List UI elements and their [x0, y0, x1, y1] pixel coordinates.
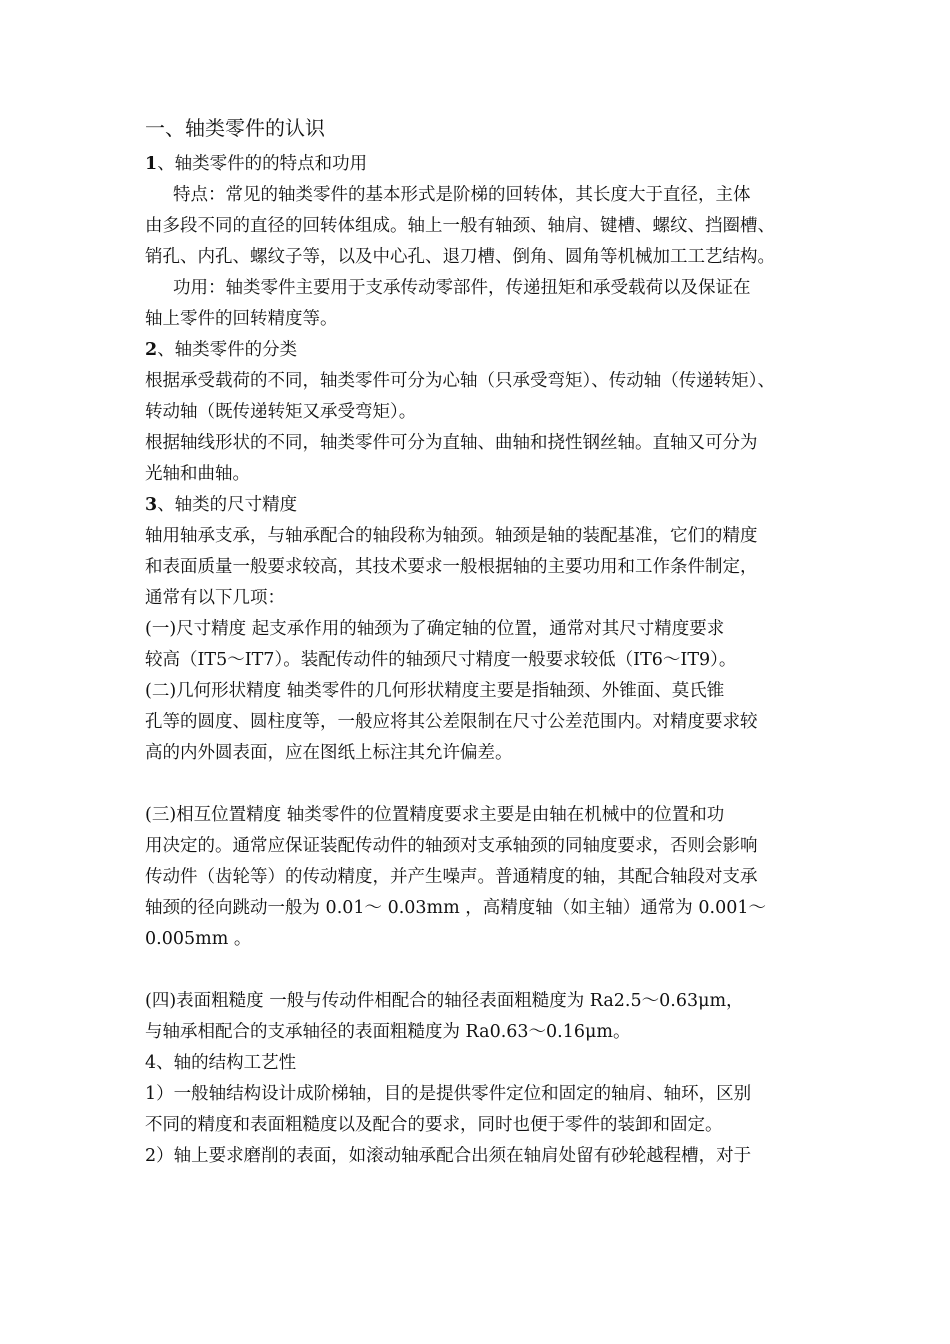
paragraph-line: 高的内外圆表面，应在图纸上标注其允许偏差。	[145, 743, 513, 763]
paragraph-line: 不同的精度和表面粗糙度以及配合的要求，同时也便于零件的装卸和固定。	[145, 1115, 723, 1135]
paragraph-line: 1）一般轴结构设计成阶梯轴，目的是提供零件定位和固定的轴肩、轴环，区别	[145, 1084, 752, 1104]
section-heading: 4、轴的结构工艺性	[145, 1053, 297, 1073]
blank-line	[145, 955, 810, 986]
section-heading	[145, 335, 810, 366]
paragraph-line: 轴颈的径向跳动一般为 0.01～ 0.03mm ，高精度轴（如主轴）通常为 0.001～	[145, 898, 766, 918]
paragraph-line: 根据轴线形状的不同，轴类零件可分为直轴、曲轴和挠性钢丝轴。直轴又可分为	[145, 433, 758, 453]
paragraph-line: 较高（IT5～IT7）。装配传动件的轴颈尺寸精度一般要求较低（IT6～IT9）。	[145, 650, 737, 670]
paragraph-line: 0.005mm 。	[145, 929, 252, 949]
section-heading	[145, 149, 810, 180]
paragraph-line: 功用：轴类零件主要用于支承传动零部件，传递扭矩和承受载荷以及保证在	[173, 278, 751, 298]
paragraph-line: 孔等的圆度、圆柱度等，一般应将其公差限制在尺寸公差范围内。对精度要求较	[145, 712, 758, 732]
paragraph-line: 传动件（齿轮等）的传动精度，并产生噪声。普通精度的轴，其配合轴段对支承	[145, 867, 758, 887]
section-heading-text: 、轴类零件的分类	[157, 340, 298, 360]
paragraph-line: 和表面质量一般要求较高，其技术要求一般根据轴的主要功用和工作条件制定，	[145, 557, 758, 577]
document-page	[145, 113, 810, 1172]
paragraph-line: (四)表面粗糙度 一般与传动件相配合的轴径表面粗糙度为 Ra2.5～0.63μm，	[145, 991, 744, 1011]
paragraph-line: 光轴和曲轴。	[145, 464, 250, 484]
paragraph-line: 轴用轴承支承，与轴承配合的轴段称为轴颈。轴颈是轴的装配基准，它们的精度	[145, 526, 758, 546]
paragraph-line: 由多段不同的直径的回转体组成。轴上一般有轴颈、轴肩、键槽、螺纹、挡圈槽、	[145, 216, 775, 236]
section-number: 3	[145, 495, 158, 515]
section-number: 1	[145, 154, 158, 174]
blank-line	[145, 769, 810, 800]
paragraph-line: 用决定的。通常应保证装配传动件的轴颈对支承轴颈的同轴度要求，否则会影响	[145, 836, 758, 856]
section-heading	[145, 490, 810, 521]
paragraph-line: 转动轴（既传递转矩又承受弯矩）。	[145, 402, 417, 422]
paragraph-line: 与轴承相配合的支承轴径的表面粗糙度为 Ra0.63～0.16μm。	[145, 1022, 631, 1042]
paragraph-line: (三)相互位置精度 轴类零件的位置精度要求主要是由轴在机械中的位置和功	[145, 805, 725, 825]
paragraph-line: (二)几何形状精度 轴类零件的几何形状精度主要是指轴颈、外锥面、莫氏锥	[145, 681, 725, 701]
paragraph-line: 销孔、内孔、螺纹子等，以及中心孔、退刀槽、倒角、圆角等机械加工工艺结构。	[145, 247, 775, 267]
paragraph-line: 轴上零件的回转精度等。	[145, 309, 338, 329]
paragraph-line: 通常有以下几项：	[145, 588, 285, 608]
section-number: 2	[145, 340, 158, 360]
section-heading-text: 、轴类的尺寸精度	[157, 495, 298, 515]
paragraph-line: 2）轴上要求磨削的表面，如滚动轴承配合出须在轴肩处留有砂轮越程槽，对于	[145, 1146, 752, 1166]
section-heading-text: 、轴类零件的的特点和功用	[157, 154, 368, 174]
paragraph-line: 根据承受载荷的不同，轴类零件可分为心轴（只承受弯矩）、传动轴（传递转矩）、	[145, 371, 775, 391]
paragraph-line: 特点：常见的轴类零件的基本形式是阶梯的回转体，其长度大于直径，主体	[173, 185, 751, 205]
page-title: 一、轴类零件的认识	[145, 116, 325, 140]
paragraph-line: (一)尺寸精度 起支承作用的轴颈为了确定轴的位置，通常对其尺寸精度要求	[145, 619, 725, 639]
